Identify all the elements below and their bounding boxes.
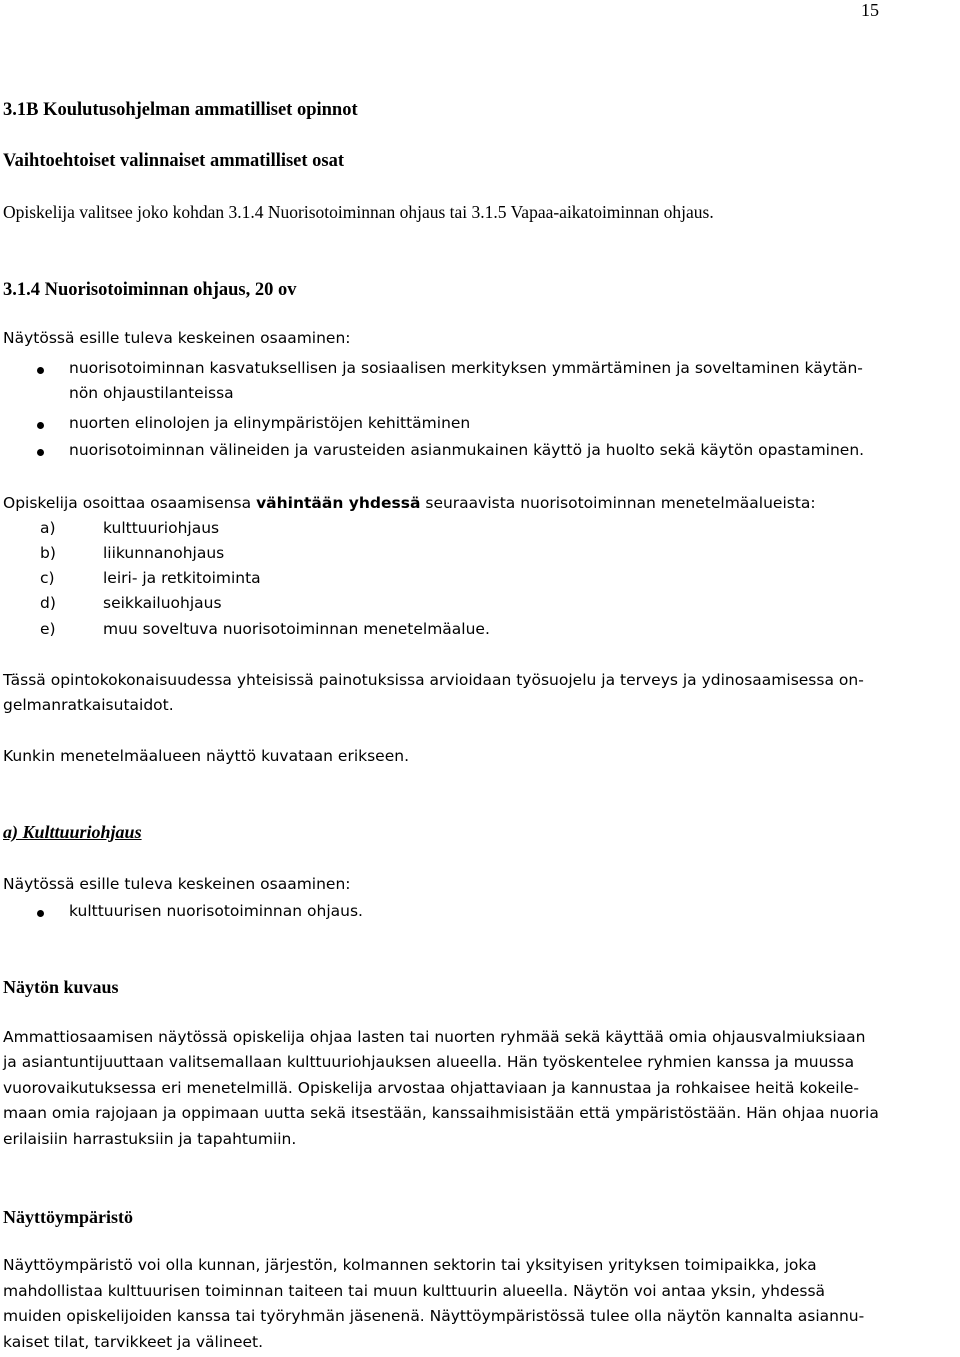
methods-intro-post: seuraavista nuorisotoiminnan menetelmäalueista:	[425, 494, 816, 512]
emphasis-line-continued: gelmanratkaisutaidot.	[3, 696, 174, 714]
separate-note: Kunkin menetelmäalueen näyttö kuvataan erikseen.	[3, 747, 410, 765]
description-line: vuorovaikutuksessa eri menetelmillä. Opiskelija arvostaa ohjattaviaan ja kannustaa ja rohkaisee heitä kokeile-	[3, 1079, 860, 1097]
description-line: ja asiantuntijuuttaan valitsemallaan kulttuuriohjauksen alueella. Hän työskentelee ryhmien kanssa ja muussa	[3, 1053, 855, 1071]
method-letter: b)	[40, 544, 56, 562]
culture-bullet-item: kulttuurisen nuorisotoiminnan ohjaus.	[69, 902, 363, 920]
environment-line: kaiset tilat, tarvikkeet ja välineet.	[3, 1333, 264, 1351]
environment-line: mahdollistaa kulttuurisen toiminnan taiteen tai muun kulttuurin alueella. Näytön voi antaa yksin, yhdessä	[3, 1282, 826, 1300]
bullet-icon	[37, 910, 44, 917]
bullet-icon	[37, 449, 44, 456]
section-title: 3.1B Koulutusohjelman ammatilliset opinnot	[3, 100, 358, 120]
culture-title: a) Kulttuuriohjaus	[3, 822, 142, 842]
description-title: Näytön kuvaus	[3, 977, 119, 997]
bullet-item-continued: nön ohjaustilanteissa	[69, 384, 234, 402]
page-number: 15	[861, 0, 879, 20]
bullet-icon	[37, 367, 44, 374]
method-letter: d)	[40, 594, 56, 612]
module-title: 3.1.4 Nuorisotoiminnan ohjaus, 20 ov	[3, 280, 297, 300]
method-letter: a)	[40, 519, 56, 537]
methods-intro-pre: Opiskelija osoittaa osaamisensa	[3, 494, 252, 512]
culture-competence-label: Näytössä esille tuleva keskeinen osaaminen:	[3, 875, 351, 893]
method-item: muu soveltuva nuorisotoiminnan menetelmäalue.	[103, 620, 490, 638]
competence-label: Näytössä esille tuleva keskeinen osaaminen:	[3, 329, 351, 347]
methods-intro-bold: vähintään yhdessä	[256, 494, 421, 512]
methods-intro	[3, 494, 816, 512]
environment-title: Näyttöympäristö	[3, 1207, 133, 1227]
method-item: kulttuuriohjaus	[103, 519, 220, 537]
method-item: leiri- ja retkitoiminta	[103, 569, 261, 587]
emphasis-line: Tässä opintokokonaisuudessa yhteisissä painotuksissa arvioidaan työsuojelu ja terveys ja ydinosaamisessa on-	[3, 671, 864, 689]
environment-line: Näyttöympäristö voi olla kunnan, järjestön, kolmannen sektorin tai yksityisen yrityksen toimipaikka, joka	[3, 1256, 817, 1274]
bullet-item: nuorten elinolojen ja elinympäristöjen kehittäminen	[69, 414, 471, 432]
method-letter: e)	[40, 620, 56, 638]
method-item: liikunnanohjaus	[103, 544, 225, 562]
method-item: seikkailuohjaus	[103, 594, 222, 612]
method-letter: c)	[40, 569, 55, 587]
description-line: erilaisiin harrastuksiin ja tapahtumiin.	[3, 1130, 297, 1148]
bullet-item: nuorisotoiminnan kasvatuksellisen ja sosiaalisen merkityksen ymmärtäminen ja soveltaminen käytän-	[69, 359, 863, 377]
description-line: maan omia rajojaan ja oppimaan uutta sekä itsestään, kanssaihmisistään että ympäristöstään. Hän ohjaa nuoria	[3, 1104, 879, 1122]
description-line: Ammattiosaamisen näytössä opiskelija ohjaa lasten tai nuorten ryhmää sekä käyttää omia ohjausvalmiuksiaan	[3, 1028, 866, 1046]
intro-text: Opiskelija valitsee joko kohdan 3.1.4 Nuorisotoiminnan ohjaus tai 3.1.5 Vapaa-aikatoiminnan ohjaus.	[3, 202, 714, 222]
bullet-icon	[37, 422, 44, 429]
bullet-item: nuorisotoiminnan välineiden ja varusteiden asianmukainen käyttö ja huolto sekä käytön opastaminen.	[69, 441, 865, 459]
environment-line: muiden opiskelijoiden kanssa tai työryhmän jäsenenä. Näyttöympäristössä tulee olla näytön kannalta asiannu-	[3, 1307, 865, 1325]
subsection-title: Vaihtoehtoiset valinnaiset ammatilliset osat	[3, 151, 345, 171]
